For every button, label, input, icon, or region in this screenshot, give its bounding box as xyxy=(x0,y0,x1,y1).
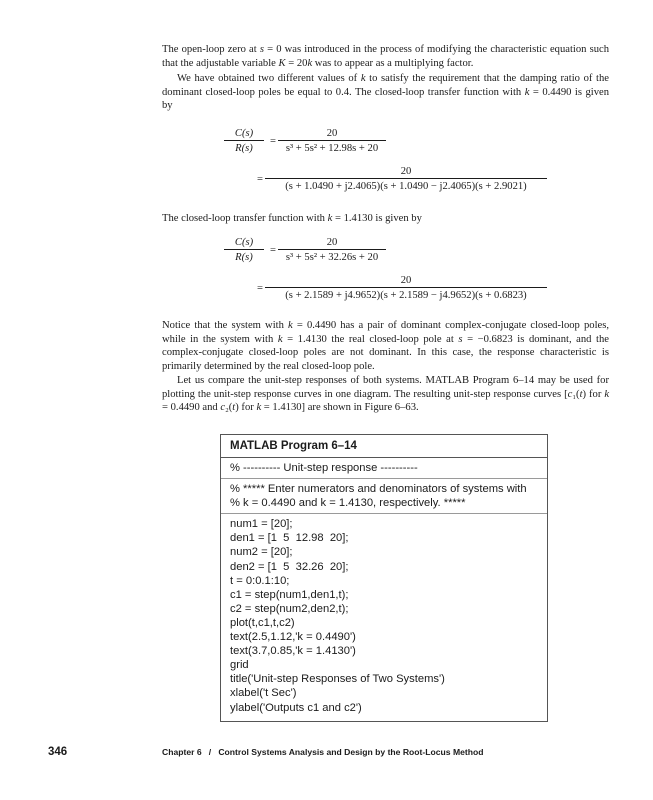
program-comment-lines: % ***** Enter numerators and denominators of systems with % k = 0.4490 and k = 1.4130, respectively. ***** xyxy=(230,483,527,510)
eq1-rhs1-denominator: s³ + 5s² + 12.98s + 20 xyxy=(278,140,386,154)
paragraph-dominant-poles: Notice that the system with k = 0.4490 has a pair of dominant complex-conjugate closed-loop poles, while in the system with k = 1.4130 the real closed-loop pole at s = −0.6823 is dominant, and the complex-conjugate closed-loop poles are not dominant. In this case, the response characteristic is primarily determined by the real closed-loop pole. xyxy=(162,320,609,372)
program-comment-block xyxy=(221,479,547,514)
equals-sign: = xyxy=(270,245,276,256)
program-comment-line: % ---------- Unit-step response ---------- xyxy=(230,462,418,474)
eq1-lhs-fraction xyxy=(224,128,264,154)
eq2-rhs1-fraction xyxy=(278,237,386,263)
eq2-rhs2-denominator: (s + 2.1589 + j4.9652)(s + 2.1589 − j4.9652)(s + 0.6823) xyxy=(265,287,547,301)
eq1-rhs1-fraction xyxy=(278,128,386,154)
paragraph-k-14130-intro: The closed-loop transfer function with k = 1.4130 is given by xyxy=(162,213,422,224)
matlab-program-box xyxy=(220,434,548,722)
equals-sign: = xyxy=(257,283,263,294)
page-number: 346 xyxy=(48,746,68,758)
paragraph-two-values-of-k: We have obtained two different values of k to satisfy the requirement that the damping ratio of the dominant closed-loop poles be equal to 0.4. The closed-loop transfer function with k = 0.4490 is given by xyxy=(162,73,609,112)
eq2-lhs-denominator: R(s) xyxy=(224,249,264,263)
running-head: Chapter 6 / Control Systems Analysis and Design by the Root-Locus Method xyxy=(162,747,484,757)
program-code: num1 = [20]; den1 = [1 5 12.98 20]; num2 = [20]; den2 = [1 5 32.26 20]; t = 0:0.1:10; c1 = step(num1,den1,t); c2 = step(num2,den2,t); plot(t,c1,t,c2) text(2.5,1.12,'k = 0.4490') text(3.7,0.85,'k = 1.4130') grid title('Unit-step Responses of Two Systems') xlabel('t Sec') ylabel('Outputs c1 and c2') xyxy=(230,518,445,714)
eq2-rhs1-denominator: s³ + 5s² + 32.26s + 20 xyxy=(278,249,386,263)
equals-sign: = xyxy=(257,174,263,185)
eq2-lhs-fraction xyxy=(224,237,264,263)
eq1-rhs2-fraction xyxy=(265,166,547,192)
eq1-lhs-numerator: C(s) xyxy=(234,128,254,139)
eq1-rhs1-numerator: 20 xyxy=(326,128,338,139)
eq2-rhs2-fraction xyxy=(265,275,547,301)
program-title: MATLAB Program 6–14 xyxy=(221,435,547,458)
eq1-rhs2-denominator: (s + 1.0490 + j2.4065)(s + 1.0490 − j2.4065)(s + 2.9021) xyxy=(265,178,547,192)
paragraph-compare-responses: Let us compare the unit-step responses of both systems. MATLAB Program 6–14 may be used for plotting the unit-step response curves in one diagram. The resulting unit-step response curves [c₁(t) for k = 0.4490 and c₂(t) for k = 1.4130] are shown in Figure 6–63. xyxy=(162,375,610,414)
eq1-lhs-denominator: R(s) xyxy=(224,140,264,154)
program-comment-header xyxy=(221,458,547,479)
eq2-lhs-numerator: C(s) xyxy=(234,237,254,248)
eq2-rhs2-numerator: 20 xyxy=(400,275,412,286)
equals-sign: = xyxy=(270,136,276,147)
eq1-rhs2-numerator: 20 xyxy=(400,166,412,177)
eq2-rhs1-numerator: 20 xyxy=(326,237,338,248)
program-code-block xyxy=(221,514,547,717)
paragraph-open-loop-zero: The open-loop zero at s = 0 was introduced in the process of modifying the characteristic equation such that the adjustable variable K = 20k was to appear as a multiplying factor. xyxy=(162,44,609,69)
